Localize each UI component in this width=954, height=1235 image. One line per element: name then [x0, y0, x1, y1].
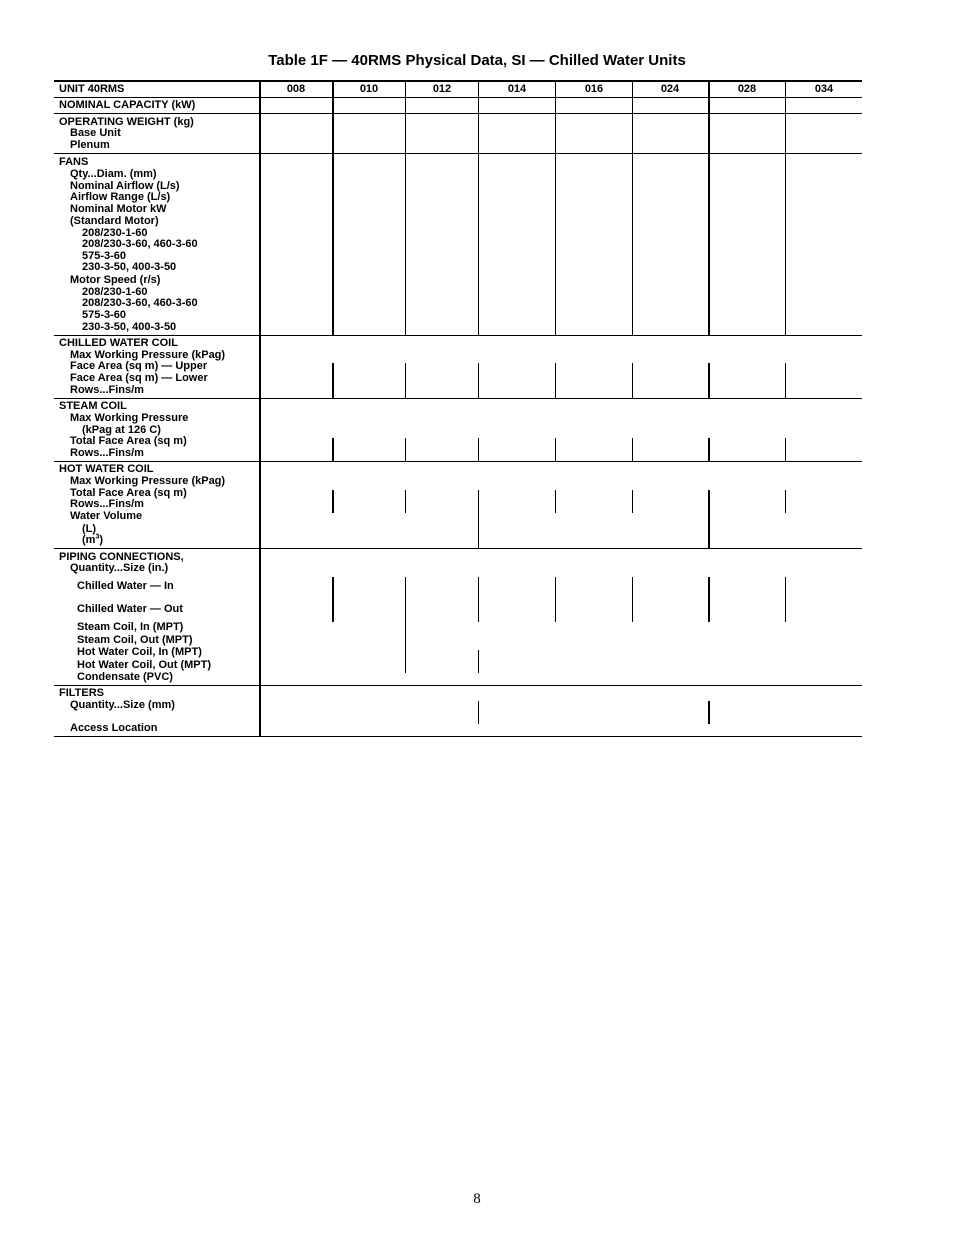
column-divider	[405, 438, 406, 461]
column-divider	[405, 577, 406, 673]
column-header-014: 014	[507, 83, 527, 95]
section-heading-filters: FILTERS	[59, 687, 105, 699]
row-label: Hot Water Coil, Out (MPT)	[77, 659, 212, 671]
row-rule	[54, 335, 862, 336]
row-label: Rows...Fins/m	[70, 498, 144, 510]
row-label-nominal-capacity: NOMINAL CAPACITY (kW)	[59, 99, 196, 111]
row-label: Chilled Water — Out	[77, 603, 183, 615]
row-rule	[54, 153, 862, 154]
row-label: Rows...Fins/m	[70, 447, 144, 459]
row-label: Chilled Water — In	[77, 580, 174, 592]
section-heading-operating-weight: OPERATING WEIGHT (kg)	[59, 116, 194, 128]
row-label: Airflow Range (L/s)	[70, 191, 171, 203]
row-label: (L)	[82, 523, 97, 535]
row-label: Max Working Pressure (kPag)	[70, 349, 226, 361]
row-label: Quantity...Size (mm)	[70, 699, 175, 711]
row-label: Hot Water Coil, In (MPT)	[77, 646, 202, 658]
row-label: Plenum	[70, 139, 110, 151]
unit-label: UNIT 40RMS	[59, 83, 125, 95]
column-divider	[478, 650, 479, 673]
row-label: 208/230-3-60, 460-3-60	[82, 297, 198, 309]
column-divider	[405, 81, 406, 335]
column-divider	[632, 438, 633, 461]
column-divider	[332, 438, 334, 461]
row-label: Condensate (PVC)	[77, 671, 173, 683]
row-label: 208/230-1-60	[82, 227, 148, 239]
row-label: Rows...Fins/m	[70, 384, 144, 396]
column-divider	[405, 363, 406, 398]
column-divider	[708, 81, 710, 335]
column-header-024: 024	[660, 83, 680, 95]
column-header-010: 010	[359, 83, 379, 95]
column-divider	[478, 577, 479, 622]
row-label: Nominal Motor kW	[70, 203, 167, 215]
row-label: Face Area (sq m) — Upper	[70, 360, 208, 372]
column-header-008: 008	[286, 83, 306, 95]
section-heading-hot-water-coil: HOT WATER COIL	[59, 463, 154, 475]
row-label: Access Location	[70, 722, 158, 734]
column-divider	[332, 81, 334, 335]
column-divider	[332, 490, 334, 513]
column-divider	[332, 577, 334, 622]
column-divider	[785, 490, 786, 513]
table-title: Table 1F — 40RMS Physical Data, SI — Chilled Water Units	[268, 52, 686, 69]
section-heading-chilled-water-coil: CHILLED WATER COIL	[59, 337, 178, 349]
column-divider	[478, 81, 479, 335]
row-label: 230-3-50, 400-3-50	[82, 321, 177, 333]
column-divider	[785, 577, 786, 622]
row-label: Total Face Area (sq m)	[70, 435, 187, 447]
row-label: Steam Coil, Out (MPT)	[77, 634, 193, 646]
row-label: 208/230-1-60	[82, 286, 148, 298]
column-divider	[785, 81, 786, 335]
page-number: 8	[473, 1191, 481, 1207]
row-label: (kPag at 126 C)	[82, 424, 161, 436]
row-label: Water Volume	[70, 510, 143, 522]
row-label: Quantity...Size (in.)	[70, 562, 169, 574]
section-heading-steam-coil: STEAM COIL	[59, 400, 127, 412]
row-label: 575-3-60	[82, 309, 127, 321]
column-header-034: 034	[814, 83, 834, 95]
section-heading-piping-connections: PIPING CONNECTIONS,	[59, 551, 184, 563]
column-divider	[478, 490, 479, 548]
row-label-cubic-meters: $(m^3)$	[82, 533, 104, 546]
table-bottom-rule	[54, 736, 862, 737]
row-label: Total Face Area (sq m)	[70, 487, 187, 499]
column-divider	[555, 490, 556, 513]
column-divider	[478, 363, 479, 398]
column-divider	[632, 490, 633, 513]
row-rule	[54, 398, 862, 399]
column-divider	[708, 363, 710, 398]
column-divider	[478, 438, 479, 461]
row-label: Qty...Diam. (mm)	[70, 168, 157, 180]
column-divider	[555, 363, 556, 398]
column-divider	[555, 438, 556, 461]
column-divider	[405, 490, 406, 513]
column-divider	[708, 577, 710, 622]
row-label: Nominal Airflow (L/s)	[70, 180, 180, 192]
row-label: 230-3-50, 400-3-50	[82, 261, 177, 273]
section-heading-fans: FANS	[59, 156, 89, 168]
row-label: (Standard Motor)	[70, 215, 159, 227]
column-divider	[555, 81, 556, 335]
column-divider	[785, 363, 786, 398]
row-label: Motor Speed (r/s)	[70, 274, 161, 286]
column-header-012: 012	[432, 83, 452, 95]
column-divider	[785, 438, 786, 461]
column-divider	[708, 490, 710, 548]
row-label: Max Working Pressure	[70, 412, 189, 424]
column-divider	[708, 701, 710, 724]
column-divider	[632, 363, 633, 398]
column-divider	[555, 577, 556, 622]
column-header-028: 028	[737, 83, 757, 95]
row-label: Max Working Pressure (kPag)	[70, 475, 226, 487]
row-label: Steam Coil, In (MPT)	[77, 621, 184, 633]
column-divider	[708, 438, 710, 461]
column-divider	[632, 577, 633, 622]
label-column-divider	[259, 81, 261, 736]
row-label: Base Unit	[70, 127, 121, 139]
row-rule	[54, 548, 862, 549]
column-header-016: 016	[584, 83, 604, 95]
row-rule	[54, 461, 862, 462]
row-label: 575-3-60	[82, 250, 127, 262]
row-rule	[54, 113, 862, 114]
column-divider	[332, 363, 334, 398]
header-rule	[54, 97, 862, 98]
row-rule	[54, 685, 862, 686]
column-divider	[632, 81, 633, 335]
row-label: Face Area (sq m) — Lower	[70, 372, 208, 384]
row-label: 208/230-3-60, 460-3-60	[82, 238, 198, 250]
column-divider	[478, 701, 479, 724]
table-top-rule	[54, 80, 862, 82]
